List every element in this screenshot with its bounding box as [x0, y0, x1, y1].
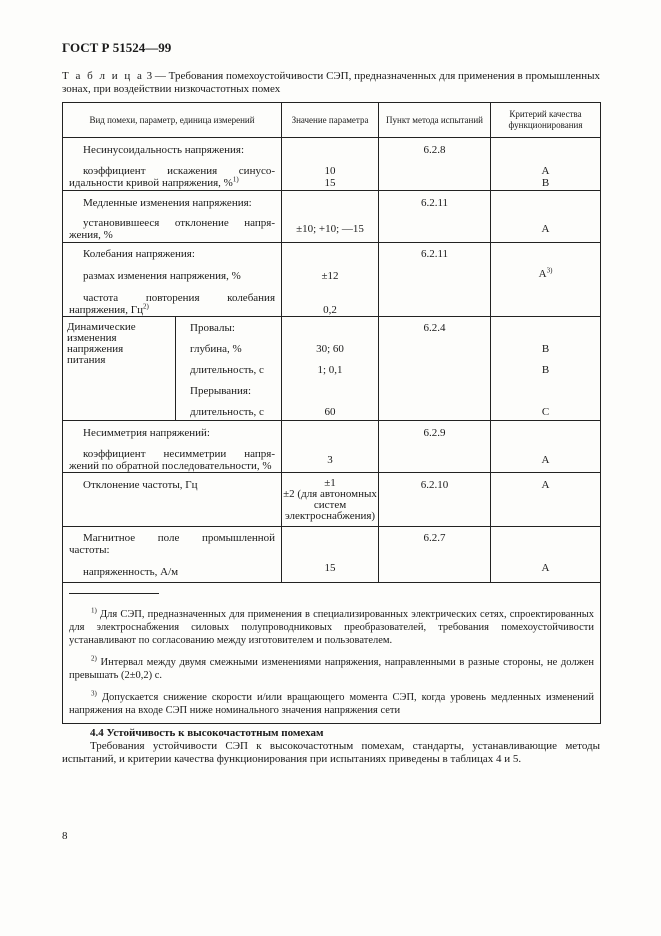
criterion: A — [541, 223, 550, 235]
footnote-text: Для СЭП, предназначенных для применения в специализированных электрических сетях, спроектированных для электроснабжения силовых полупроводниковых преобразователей, требования помехоустойчивости устанавливают по согласованию между изготовителем и пользователем. — [69, 609, 595, 646]
value: ±10; +10; —15 — [296, 223, 364, 235]
footnote-mark: 1) — [91, 606, 97, 615]
value: 10 — [324, 165, 336, 177]
header-disturbance: Вид помехи, параметр, единица измерений — [63, 103, 282, 138]
header-row — [63, 103, 601, 138]
value: ±12 — [321, 270, 339, 282]
table-row — [63, 317, 601, 421]
row-param: глубина, % — [190, 343, 242, 355]
method-ref: 6.2.7 — [423, 532, 446, 544]
criterion: A — [538, 268, 547, 280]
row-title: питания — [67, 354, 106, 366]
subgroup-title: Прерывания: — [190, 385, 252, 397]
criterion: B — [541, 364, 550, 376]
row-param: коэффициент искажения синусо- — [83, 165, 276, 177]
table-row — [63, 243, 601, 317]
value: электроснабжения) — [284, 510, 376, 522]
row-param: напряженность, А/м — [83, 566, 179, 578]
footnote-mark: 2) — [91, 654, 97, 663]
row-title: Отклонение частоты, Гц — [83, 479, 198, 491]
header-method: Пункт метода испытаний — [379, 103, 491, 138]
table-row — [63, 421, 601, 473]
row-param-cont: жения, % — [69, 229, 113, 241]
value: 30; 60 — [316, 343, 344, 355]
value: 3 — [327, 454, 333, 466]
criterion: A — [541, 165, 550, 177]
value: 15 — [324, 177, 336, 189]
value: 15 — [324, 562, 336, 574]
row-param: размах изменения напряжения, % — [83, 270, 241, 282]
method-ref: 6.2.4 — [423, 322, 446, 334]
table-caption — [62, 70, 600, 96]
footnote-text: Интервал между двумя смежными изменениями напряжения, направленными в разные стороны, не должен превышать (2±0,2) с. — [69, 657, 595, 681]
footnote-ref: 2) — [143, 302, 149, 311]
row-param: частота повторения колебания — [83, 292, 276, 304]
footnote-divider — [69, 593, 159, 594]
row-title-cont: частоты: — [69, 544, 110, 556]
value: 60 — [324, 406, 336, 418]
row-title: Несимметрия напряжений: — [83, 427, 210, 439]
method-ref: 6.2.9 — [423, 427, 446, 439]
footnote — [69, 656, 594, 682]
criterion: B — [541, 177, 550, 189]
method-ref: 6.2.11 — [420, 248, 449, 260]
row-param: коэффициент несимметрии напря- — [83, 448, 276, 460]
criterion: C — [541, 406, 550, 418]
row-param: установившееся отклонение напря- — [83, 217, 276, 229]
row-title: Медленные изменения напряжения: — [83, 197, 252, 209]
row-title: Колебания напряжения: — [83, 248, 195, 260]
caption-text: 3 — Требования помехоустойчивости СЭП, предназначенных для применения в промышленных зонах, при воздействии низкочастотных помех — [62, 70, 600, 95]
method-ref: 6.2.11 — [420, 197, 449, 209]
requirements-table — [62, 102, 601, 724]
row-param: длительность, с — [190, 364, 264, 376]
method-ref: 6.2.8 — [423, 144, 446, 156]
header-value: Значение параметра — [282, 103, 379, 138]
header-criterion: Критерий качества функционирования — [491, 103, 601, 138]
value: 0,2 — [323, 304, 337, 316]
value: ±2 (для автономных — [283, 488, 377, 500]
row-param-cont: жений по обратной последовательности, % — [69, 460, 272, 472]
criterion: A — [541, 454, 550, 466]
row-title: напряжения — [67, 343, 124, 355]
row-title: Несинусоидальность напряжения: — [83, 144, 245, 156]
row-title: Магнитное поле промышленной — [83, 532, 276, 544]
footnote — [69, 608, 594, 647]
row-param-cont: напряжения, Гц — [69, 304, 143, 316]
row-param: длительность, с — [190, 406, 264, 418]
subgroup-title: Провалы: — [190, 322, 235, 334]
table-row — [63, 191, 601, 243]
footnote — [69, 691, 594, 717]
footnote-ref: 3) — [546, 266, 553, 275]
table-row — [63, 473, 601, 527]
table-row — [63, 527, 601, 583]
value: систем — [313, 499, 347, 511]
row-title: изменения — [67, 332, 117, 344]
footnote-ref: 1) — [232, 175, 239, 184]
caption-label: Т а б л и ц а — [62, 70, 144, 82]
footnote-mark: 3) — [91, 689, 97, 698]
row-title: Динамические — [67, 321, 136, 333]
footnotes — [63, 583, 600, 723]
document-id: ГОСТ Р 51524—99 — [62, 40, 172, 55]
table-row — [63, 138, 601, 191]
footnote-text: Допускается снижение скорости и/или вращающего момента СЭП, когда уровень медленных изменений напряжения на входе СЭП ниже номинального значения напряжения сети — [69, 692, 595, 716]
section-title: 4.4 Устойчивость к высокочастотным помехам — [90, 727, 324, 739]
page-number: 8 — [62, 830, 68, 842]
criterion: A — [541, 479, 550, 491]
section-body: Требования устойчивости СЭП к высокочастотным помехам, стандарты, устанавливающие методы испытаний, и критерии качества функционирования при испытаниях приведены в таблицах 4 и 5. — [62, 740, 600, 765]
method-ref: 6.2.10 — [420, 479, 449, 491]
footnotes-row — [63, 583, 601, 724]
criterion: A — [541, 562, 550, 574]
criterion: B — [541, 343, 550, 355]
value: 1; 0,1 — [317, 364, 343, 376]
value: ±1 — [324, 477, 336, 489]
row-param-cont: идальности кривой напряжения, % — [69, 177, 233, 189]
